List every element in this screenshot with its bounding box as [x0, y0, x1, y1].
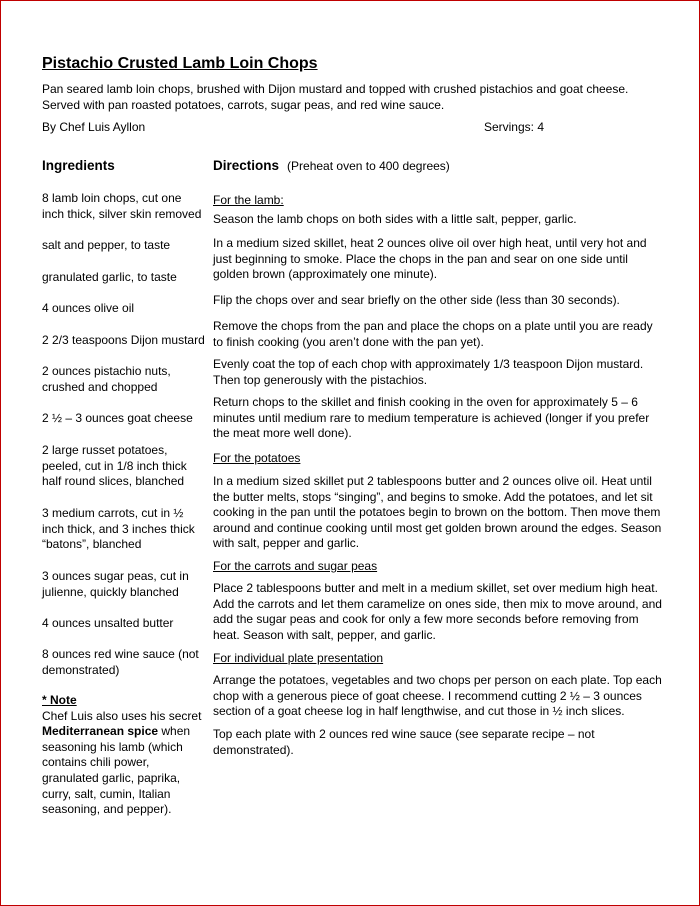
direction-step: Flip the chops over and sear briefly on the other side (less than 30 seconds). [213, 293, 620, 307]
ingredient-item: 2 ½ – 3 ounces goat cheese [42, 411, 193, 425]
note-heading: * Note [42, 693, 77, 707]
byline-row [42, 120, 544, 135]
ingredient-item: granulated garlic, to taste [42, 270, 177, 284]
note-text-before: Chef Luis also uses his secret [42, 708, 202, 723]
direction-step: Remove the chops from the pan and place the chops on a plate until you are ready to finish cooking (you aren’t done with the pan yet). [213, 319, 653, 349]
servings: Servings: 4 [483, 120, 544, 134]
direction-step: Evenly coat the top of each chop with approximately 1/3 teaspoon Dijon mustard. Then top generously with the pistachios. [213, 357, 644, 387]
direction-step: Return chops to the skillet and finish cooking in the oven for approximately 5 – 6 minutes until medium rare to medium temperature is achieved (longer if you prefer the meat more well done). [213, 395, 650, 441]
ingredient-item: 8 ounces red wine sauce (not demonstrated) [42, 647, 199, 677]
recipe-title: Pistachio Crusted Lamb Loin Chops [42, 55, 318, 72]
note-body [42, 709, 207, 818]
direction-step: Arrange the potatoes, vegetables and two chops per person on each plate. Top each chop with a generous piece of goat cheese. I recommend cutting 2 ½ – 3 ounces section of a goat cheese log in half lengthwise, and cut those in ½ inch slices. [213, 673, 662, 719]
ingredient-item: 3 medium carrots, cut in ½ inch thick, and 3 inches thick “batons”, blanched [42, 506, 195, 552]
section-heading-potatoes: For the potatoes [213, 451, 301, 465]
chef-note [42, 693, 207, 818]
direction-step: Top each plate with 2 ounces red wine sauce (see separate recipe – not demonstrated). [213, 727, 595, 757]
ingredient-item: 8 lamb loin chops, cut one inch thick, silver skin removed [42, 191, 202, 221]
directions-heading-row [213, 157, 450, 175]
ingredient-item: 3 ounces sugar peas, cut in julienne, quickly blanched [42, 569, 189, 599]
direction-step: Place 2 tablespoons butter and melt in a medium skillet, set over medium high heat. Add the carrots and let them caramelize on ones side, then mix to move around, and add the sugar peas and cook for only a few more seconds before removing from heat. Season with salt, pepper, and garlic. [213, 581, 662, 642]
ingredient-item: 4 ounces olive oil [42, 301, 135, 315]
chef-byline: By Chef Luis Ayllon [42, 120, 146, 134]
direction-step: Season the lamb chops on both sides with a little salt, pepper, garlic. [213, 212, 577, 226]
direction-step: In a medium sized skillet, heat 2 ounces olive oil over high heat, until very hot and just beginning to smoke. Place the chops in the pan and sear on one side until golden brown (approximately one minute). [213, 236, 647, 282]
ingredients-heading: Ingredients [42, 158, 115, 173]
directions-heading: Directions [213, 158, 280, 173]
section-heading-plate: For individual plate presentation [213, 651, 384, 665]
recipe-intro: Pan seared lamb loin chops, brushed with Dijon mustard and topped with crushed pistachios and goat cheese. Served with pan roasted potatoes, carrots, sugar peas, and red wine sauce. [42, 82, 629, 112]
ingredient-item: 4 ounces unsalted butter [42, 616, 174, 630]
directions-subheading: (Preheat oven to 400 degrees) [287, 159, 450, 173]
direction-step: In a medium sized skillet put 2 tablespoons butter and 2 ounces olive oil. Heat until the butter melts, stops “singing”, and begins to smoke. Add the potatoes, and let sit cooking in the pan until the potatoes begin to brown on the bottom. Then move them around and continue cooking until most get golden brown around the edges. Season with salt, pepper and garlic. [213, 474, 662, 551]
ingredient-item: 2 ounces pistachio nuts, crushed and chopped [42, 364, 171, 394]
ingredient-item: salt and pepper, to taste [42, 238, 171, 252]
ingredient-item: 2 large russet potatoes, peeled, cut in 1/8 inch thick half round slices, blanched [42, 443, 187, 489]
note-text-after: when seasoning his lamb (which contains chili power, granulated garlic, paprika, curry, salt, cumin, Italian seasoning, and pepper). [42, 724, 191, 817]
section-heading-carrots: For the carrots and sugar peas [213, 559, 378, 573]
ingredient-item: 2 2/3 teaspoons Dijon mustard [42, 333, 205, 347]
section-heading-lamb: For the lamb: [213, 193, 284, 207]
note-highlight: Mediterranean spice [42, 724, 159, 739]
